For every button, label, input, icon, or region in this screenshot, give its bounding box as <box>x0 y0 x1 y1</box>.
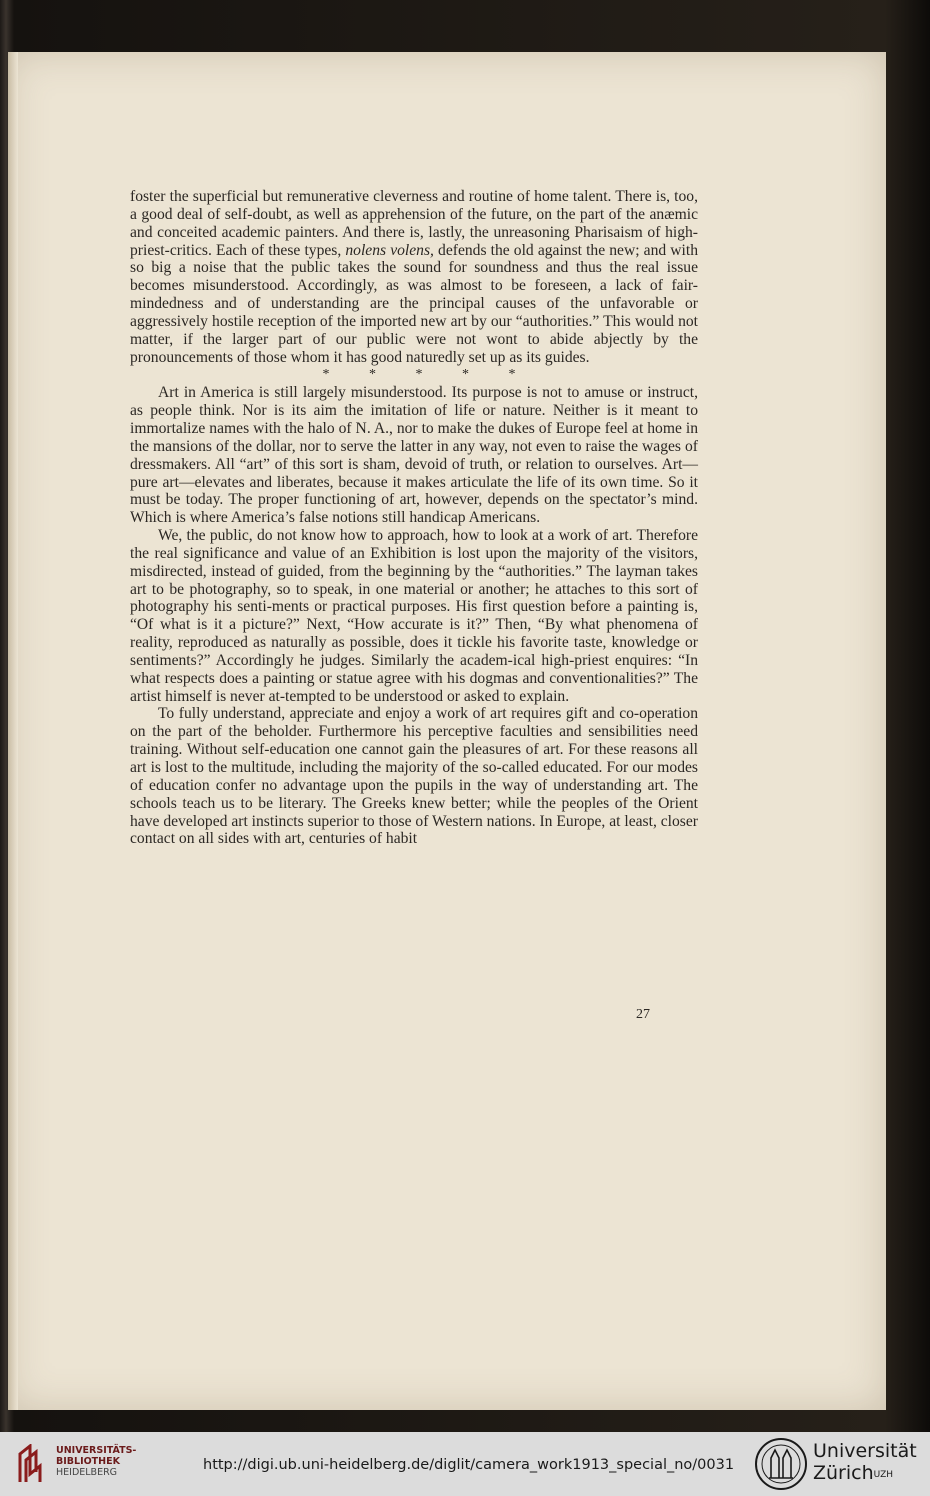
permalink-url[interactable]: http://digi.ub.uni-heidelberg.de/diglit/camera_work1913_special_no/0031 <box>203 1457 735 1473</box>
library-name: UNIVERSITÄTS- BIBLIOTHEK HEIDELBERG <box>56 1445 137 1478</box>
paragraph-1: foster the superficial but remunerative cleverness and routine of home talent. There is, too, a good deal of self-doubt, as well as apprehension of the future, on the part of the anæmic and conceited academic painters. And there is, lastly, the unreasoning Pharisaism of high-priest-critics. Each of these types, nolens volens, defends the old against the new; and with so big a noise that the public takes the sound for soundness and thus the real issue becomes misunderstood. Accordingly, as was almost to be foreseen, a lack of fair-mindedness and of understanding are the principal causes of the unfavorable or aggressively hostile reception of the imported new art by our “authorities.” This would not matter, if the larger part of our public were not wont to abide abjectly by the pronouncements of those whom it has good naturedly set up as its guides. <box>130 188 698 366</box>
uzh-name: Universität Zürich$^{UZH}$ <box>813 1440 917 1484</box>
uzh-seal-icon <box>754 1436 808 1492</box>
footer-bar <box>0 1432 930 1496</box>
body-text <box>130 188 698 848</box>
paragraph-3: We, the public, do not know how to approach, how to look at a work of art. Therefore the real significance and value of an Exhibition is lost upon the majority of the visitors, misdirected, instead of guided, from the beginning by the “authorities.” The layman takes art to be photography, so to speak, in one material or another; he attaches to this sort of photography his senti-ments or practical purposes. His first question before a painting is, “Of what is it a picture?” Next, “How accurate is it?” Then, “By what phenomena of reality, reproduced as naturally as possible, does it tickle his favorite taste, knowledge or sentiments?” Accordingly he judges. Similarly the academ-ical high-priest enquires: “In what respects does a painting or statue agree with his dogmas and conventionalities?” The artist himself is never at-tempted to be understood or asked to explain. <box>130 527 698 705</box>
heidelberg-library-logo-icon <box>16 1444 50 1484</box>
paragraph-2: Art in America is still largely misunderstood. Its purpose is not to amuse or instruct, as people think. Nor is its aim the imitation of life or nature. Neither is it meant to immortalize names with the halo of N. A., nor to make the dukes of Europe feel at home in the mansions of the dollar, nor to serve the latter in any way, not even to raise the wages of dressmakers. All “art” of this sort is sham, devoid of truth, or relation to ourselves. Art—pure art—elevates and liberates, because it makes articulate the life of its own time. So it must be today. The proper functioning of art, however, depends on the spectator’s mind. Which is where America’s false notions still handicap Americans. <box>130 384 698 527</box>
italic-phrase: nolens volens, <box>345 241 434 259</box>
book-page <box>8 52 886 1410</box>
page-number: 27 <box>636 1007 650 1022</box>
paragraph-4: To fully understand, appreciate and enjoy a work of art requires gift and co-operation on the part of the beholder. Furthermore his perceptive faculties and sensibilities need training. Without self-education one cannot gain the pleasures of art. For these reasons all art is lost to the multitude, including the majority of the so-called educated. For our modes of education confer no advantage upon the pupils in the way of understanding art. The schools teach us to be literary. The Greeks knew better; while the peoples of the Orient have developed art instincts superior to those of Western nations. In Europe, at least, closer contact on all sides with art, centuries of habit <box>130 705 698 848</box>
section-break: * * * * * <box>322 367 516 383</box>
